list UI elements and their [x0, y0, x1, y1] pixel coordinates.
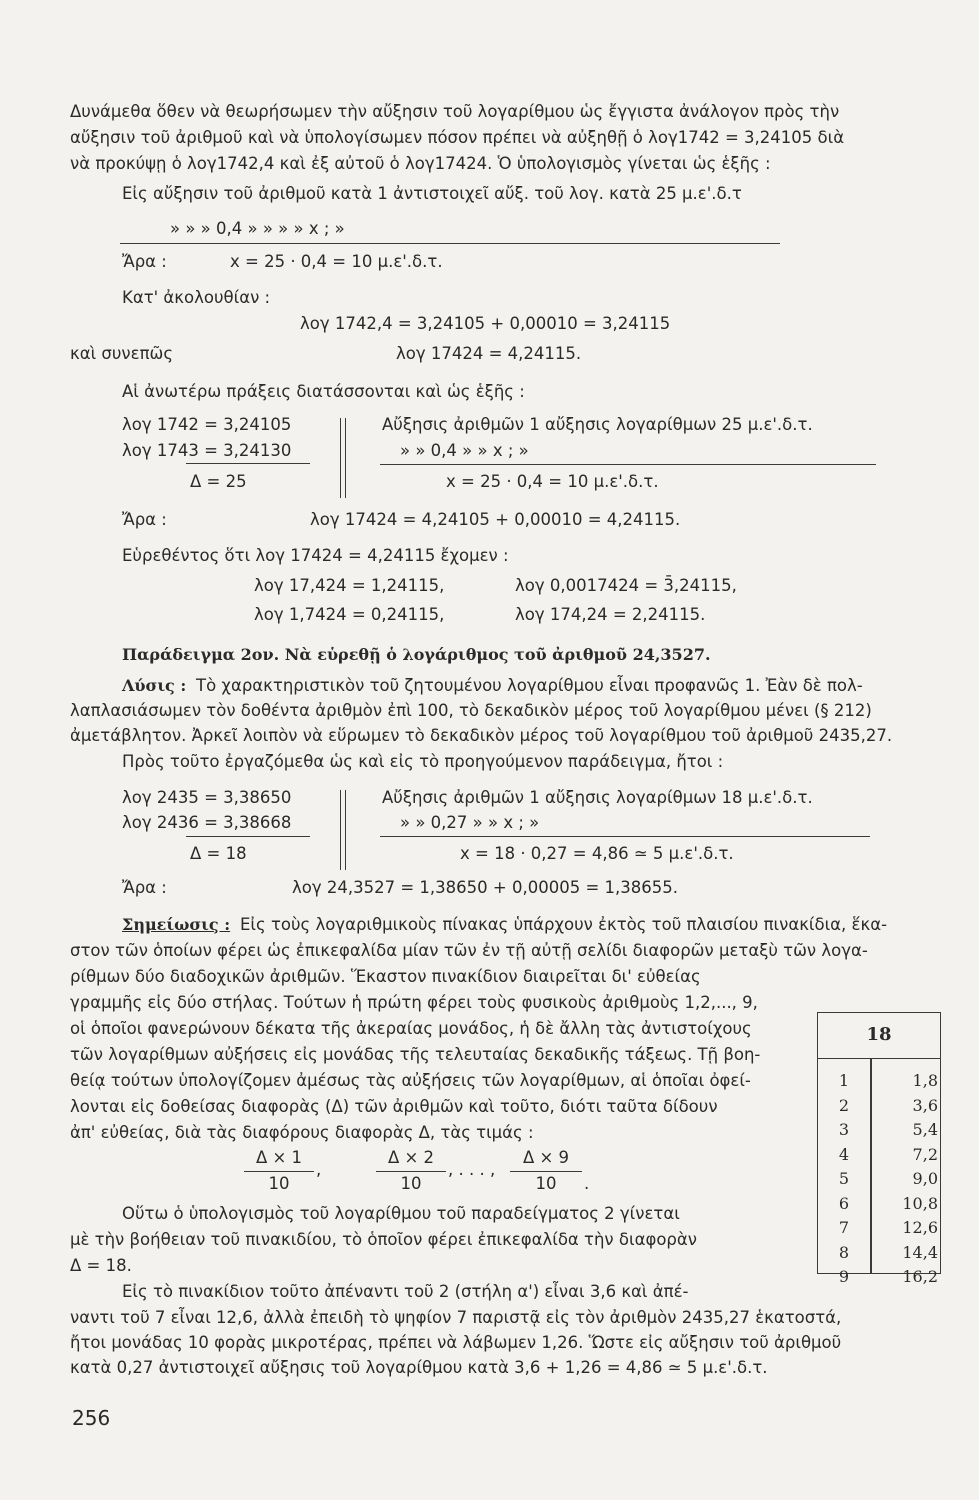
example-title: Παράδειγμα 2ον. Νὰ εὑρεθῇ ὁ λογάριθμος τοῦ ἀριθμοῦ 24,3527.: [122, 645, 711, 664]
equation: λογ 0,0017424 = 3̄,24115,: [515, 576, 737, 595]
table-row: [818, 1120, 940, 1145]
scheme-left-line: Δ = 25: [190, 472, 247, 491]
text-line: κατὰ 0,27 ἀντιστοιχεῖ αὔξησις τοῦ λογαρίθμου κατὰ 3,6 + 1,26 = 4,86 ≃ 5 μ.ε'.δ.τ.: [70, 1358, 768, 1377]
text-line: Κατ' ἀκολουθίαν :: [122, 288, 271, 307]
scheme-right-line: » » 0,27 » » x ; »: [400, 813, 540, 832]
text-line: καὶ συνεπῶς: [70, 344, 174, 363]
text-line: οἱ ὁποῖοι φανερώνουν δέκατα τῆς ἀκεραίας μονάδος, ἡ δὲ ἄλλη τὰς ἀντιστοίχους: [70, 1019, 752, 1038]
scheme-right-line: x = 25 · 0,4 = 10 μ.ε'.δ.τ.: [446, 472, 659, 491]
table-cell: 10,8: [902, 1193, 938, 1213]
table-row: [818, 1218, 940, 1243]
difference-table: [817, 1012, 941, 1286]
equation: x = 25 · 0,4 = 10 μ.ε'.δ.τ.: [230, 252, 443, 271]
text-line: Εἰς τοὺς λογαριθμικοὺς πίνακας ὑπάρχουν ἐκτὸς τοῦ πλαισίου πινακίδια, ἕκα-: [240, 915, 888, 934]
ara-label: Ἄρα :: [122, 252, 167, 271]
text-line: Αἱ ἀνωτέρω πράξεις διατάσσονται καὶ ὡς ἑξῆς :: [122, 382, 525, 401]
text-line: ναντι τοῦ 7 εἶναι 12,6, ἀλλὰ ἐπειδὴ τὸ ψηφίον 7 παριστᾷ εἰς τὸν ἀριθμὸν 2435,27 ἑκατοστά,: [70, 1308, 842, 1327]
fraction-bar: [244, 1171, 314, 1172]
table-cell: 16,2: [902, 1267, 938, 1286]
equation: λογ 17424 = 4,24105 + 0,00010 = 4,24115.: [310, 510, 681, 529]
page-number: 256: [72, 1406, 111, 1430]
fraction-denominator: 10: [268, 1174, 290, 1193]
divider: [340, 790, 341, 870]
table-cell: 6: [838, 1193, 850, 1213]
table-row: [818, 1267, 940, 1292]
table-row: [818, 1169, 940, 1194]
equation: λογ 1742,4 = 3,24105 + 0,00010 = 3,24115: [300, 314, 671, 333]
scheme-left-line: λογ 1742 = 3,24105: [122, 415, 292, 434]
equation: λογ 1,7424 = 0,24115,: [254, 605, 445, 624]
scheme-right-line: » » 0,4 » » x ; »: [400, 441, 529, 460]
table-cell: 5,4: [912, 1120, 938, 1139]
text-line: νὰ προκύψῃ ὁ λογ1742,4 καὶ ἐξ αὐτοῦ ὁ λογ17424. Ὁ ὑπολογισμὸς γίνεται ὡς ἑξῆς :: [70, 154, 771, 173]
text-line: λαπλασιάσωμεν τὸν δοθέντα ἀριθμὸν ἐπὶ 100, τὸ δεκαδικὸν μέρος τοῦ λογαρίθμου μένει (§ 212): [70, 701, 872, 720]
lysis-label: Λύσις :: [122, 676, 187, 695]
fraction-denominator: 10: [400, 1174, 422, 1193]
scheme-left-line: λογ 1743 = 3,24130: [122, 441, 292, 460]
text-line: Δ = 18.: [70, 1256, 132, 1275]
divider: [340, 418, 341, 498]
fraction-numerator: Δ × 9: [522, 1148, 570, 1167]
table-cell: 12,6: [902, 1218, 938, 1237]
table-cell: 2: [838, 1095, 850, 1115]
table-cell: 5: [838, 1169, 850, 1188]
scheme-right-line: Αὔξησις ἀριθμῶν 1 αὔξησις λογαρίθμων 18 μ.ε'.δ.τ.: [382, 788, 813, 807]
text-line: Εἰς αὔξησιν τοῦ ἀριθμοῦ κατὰ 1 ἀντιστοιχεῖ αὔξ. τοῦ λογ. κατὰ 25 μ.ε'.δ.τ: [122, 184, 742, 203]
text-line: αὔξησιν τοῦ ἀριθμοῦ καὶ νὰ ὑπολογίσωμεν πόσον πρέπει νὰ αὐξηθῇ ὁ λογ1742 = 3,24105 διὰ: [70, 128, 845, 147]
equation: λογ 174,24 = 2,24115.: [515, 605, 706, 624]
text-line: » » » 0,4 » » » » x ; »: [170, 219, 345, 238]
rule-line: [186, 463, 310, 464]
separator: , . . . ,: [448, 1160, 496, 1179]
difference-table-header: 18: [818, 1013, 940, 1059]
text-line: Τὸ χαρακτηριστικὸν τοῦ ζητουμένου λογαρίθμου εἶναι προφανῶς 1. Ἐὰν δὲ πολ-: [196, 676, 863, 695]
rule-line: [120, 243, 780, 244]
separator: .: [584, 1174, 590, 1193]
scheme-right-line: x = 18 · 0,27 = 4,86 ≃ 5 μ.ε'.δ.τ.: [460, 844, 734, 863]
ara-label: Ἄρα :: [122, 510, 167, 529]
rule-line: [380, 464, 876, 465]
text-line: γραμμῆς εἰς δύο στήλας. Τούτων ἡ πρώτη φέρει τοὺς φυσικοὺς ἀριθμοὺς 1,2,..., 9,: [70, 993, 758, 1012]
text-line: θείᾳ τούτων ὑπολογίζομεν ἀμέσως τὰς αὐξήσεις τῶν λογαρίθμων, αἱ ὁποῖαι ὀφεί-: [70, 1071, 751, 1090]
table-cell: 7,2: [912, 1144, 938, 1164]
fraction-numerator: Δ × 2: [387, 1148, 435, 1167]
table-cell: 9: [838, 1267, 850, 1286]
table-cell: 3,6: [912, 1095, 938, 1115]
equation: λογ 17424 = 4,24115.: [396, 344, 582, 363]
text-line: Πρὸς τοῦτο ἐργαζόμεθα ὡς καὶ εἰς τὸ προηγούμενον παράδειγμα, ἤτοι :: [122, 752, 724, 771]
scheme-left-line: λογ 2436 = 3,38668: [122, 813, 292, 832]
text-line: Δυνάμεθα ὅθεν νὰ θεωρήσωμεν τὴν αὔξησιν τοῦ λογαρίθμου ὡς ἔγγιστα ἀνάλογον πρὸς τὴν: [70, 102, 840, 121]
divider: [345, 790, 346, 870]
text-line: Εὑρεθέντος ὅτι λογ 17424 = 4,24115 ἔχομεν :: [122, 546, 509, 565]
table-cell: 1,8: [912, 1071, 938, 1090]
table-row: [818, 1145, 940, 1170]
note-label: Σημείωσις :: [122, 915, 231, 934]
equation: λογ 24,3527 = 1,38650 + 0,00005 = 1,38655.: [292, 878, 678, 897]
table-cell: 7: [838, 1218, 850, 1237]
fraction-numerator: Δ × 1: [255, 1148, 303, 1167]
equation: λογ 17,424 = 1,24115,: [254, 576, 445, 595]
text-line: μὲ τὴν βοήθειαν τοῦ πινακιδίου, τὸ ὁποῖον φέρει ἐπικεφαλίδα τὴν διαφορὰν: [70, 1230, 697, 1249]
scheme-left-line: λογ 2435 = 3,38650: [122, 788, 292, 807]
rule-line: [380, 836, 870, 837]
separator: ,: [316, 1160, 322, 1179]
fraction-denominator: 10: [535, 1174, 557, 1193]
table-row: [818, 1243, 940, 1268]
text-line: τῶν λογαρίθμων αὐξήσεις εἰς μονάδας τῆς τελευταίας δεκαδικῆς τάξεως. Τῇ βοη-: [70, 1045, 761, 1064]
text-line: ἀμετάβλητον. Ἀρκεῖ λοιπὸν νὰ εὕρωμεν τὸ δεκαδικὸν μέρος τοῦ λογαρίθμου τοῦ ἀριθμοῦ 2435,27.: [70, 726, 893, 745]
scheme-right-line: Αὔξησις ἀριθμῶν 1 αὔξησις λογαρίθμων 25 μ.ε'.δ.τ.: [382, 415, 813, 434]
fraction-bar: [376, 1171, 446, 1172]
table-cell: 8: [838, 1242, 850, 1262]
table-cell: 9,0: [912, 1169, 938, 1188]
table-cell: 3: [838, 1120, 850, 1139]
text-line: Εἰς τὸ πινακίδιον τοῦτο ἀπέναντι τοῦ 2 (στήλη α') εἶναι 3,6 καὶ ἀπέ-: [122, 1282, 689, 1301]
table-cell: 4: [838, 1144, 850, 1164]
table-cell: 14,4: [902, 1242, 938, 1262]
table-row: [818, 1194, 940, 1219]
table-row: [818, 1096, 940, 1121]
text-line: ρίθμων δύο διαδοχικῶν ἀριθμῶν. Ἕκαστον πινακίδιον διαιρεῖται δι' εὐθείας: [70, 967, 701, 986]
divider: [345, 418, 346, 498]
text-line: στον τῶν ὁποίων φέρει ὡς ἐπικεφαλίδα μίαν τῶν ἐν τῇ αὐτῇ σελίδι διαφορῶν μεταξὺ τῶν λογα-: [70, 941, 868, 960]
text-line: ἀπ' εὐθείας, διὰ τὰς διαφόρους διαφορὰς Δ, τὰς τιμάς :: [70, 1123, 534, 1142]
table-row: [818, 1071, 940, 1096]
fraction-bar: [510, 1171, 582, 1172]
ara-label: Ἄρα :: [122, 878, 167, 897]
rule-line: [186, 836, 310, 837]
text-line: λονται εἰς δοθείσας διαφορὰς (Δ) τῶν ἀριθμῶν καὶ τοῦτο, διότι ταῦτα δίδουν: [70, 1097, 718, 1116]
text-line: Οὕτω ὁ ὑπολογισμὸς τοῦ λογαρίθμου τοῦ παραδείγματος 2 γίνεται: [122, 1204, 680, 1223]
table-cell: 1: [838, 1071, 850, 1090]
scheme-left-line: Δ = 18: [190, 844, 247, 863]
text-line: ἤτοι μονάδας 10 φορὰς μικροτέρας, πρέπει νὰ λάβωμεν 1,26. Ὥστε εἰς αὔξησιν τοῦ ἀριθμοῦ: [70, 1333, 842, 1352]
